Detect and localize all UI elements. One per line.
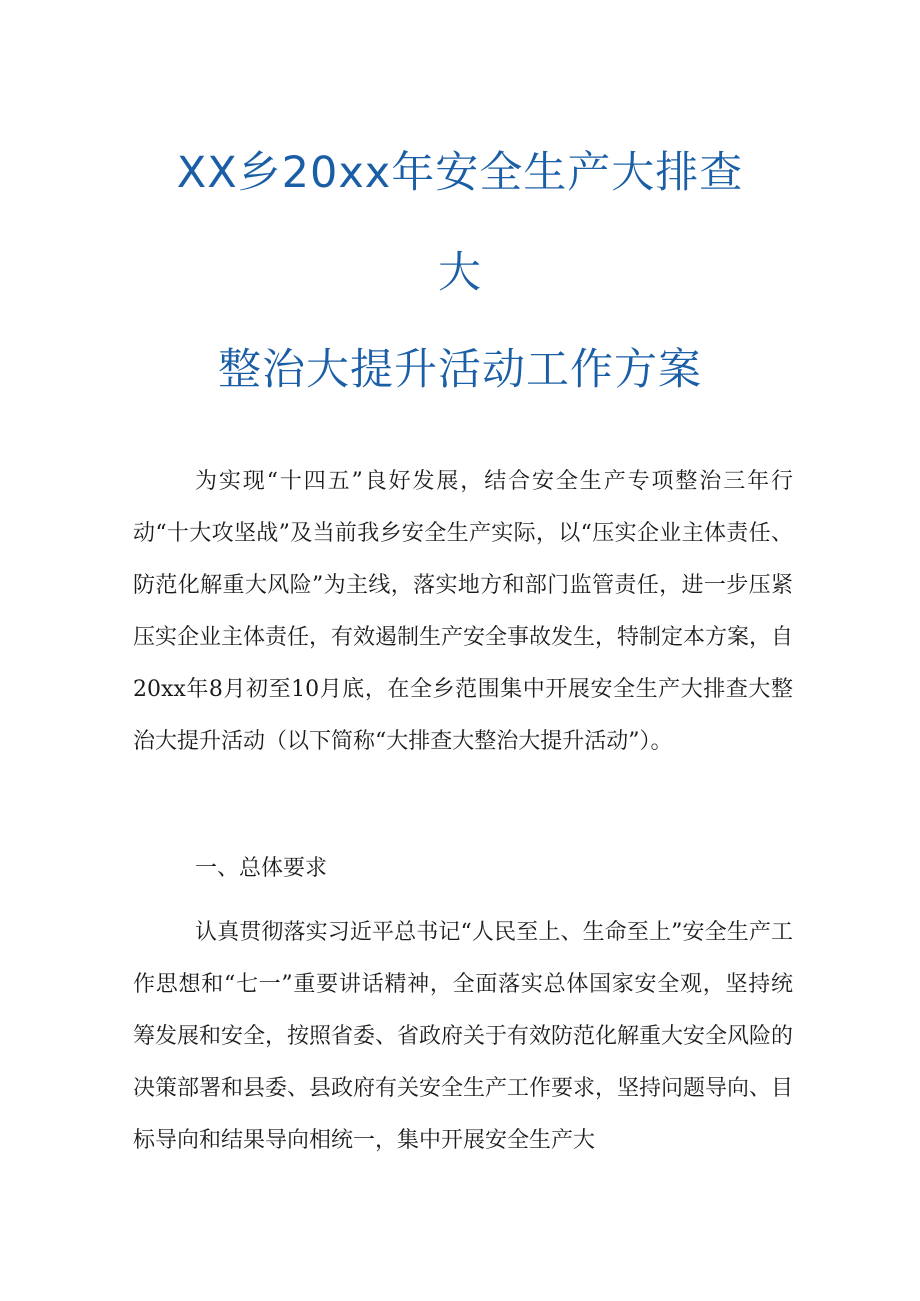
title-line-2: 大: [438, 248, 482, 298]
intro-paragraph: 为实现“十四五”良好发展，结合安全生产专项整治三年行动“十大攻坚战”及当前我乡安全生产实际，以“压实企业主体责任、防范化解重大风险”为主线，落实地方和部门监管责任，进一步压紧压实企业主体责任，有效遏制生产安全事故发生，特制定本方案，自20xx年8月初至10月底，在全乡范围集中开展安全生产大排查大整治大提升活动（以下简称“大排查大整治大提升活动”）。: [133, 469, 794, 754]
section-heading-general-requirements: 一、总体要求: [195, 856, 328, 881]
title-line-1: XX乡20xx年安全生产大排查: [176, 148, 744, 198]
section-1-paragraph: 认真贯彻落实习近平总书记“人民至上、生命至上”安全生产工作思想和“七一”重要讲话精神，全面落实总体国家安全观，坚持统筹发展和安全，按照省委、省政府关于有效防范化解重大安全风险的决策部署和县委、县政府有关安全生产工作要求，坚持问题导向、目标导向和结果导向相统一，集中开展安全生产大: [133, 920, 794, 1153]
title-line-3: 整治大提升活动工作方案: [218, 345, 702, 395]
